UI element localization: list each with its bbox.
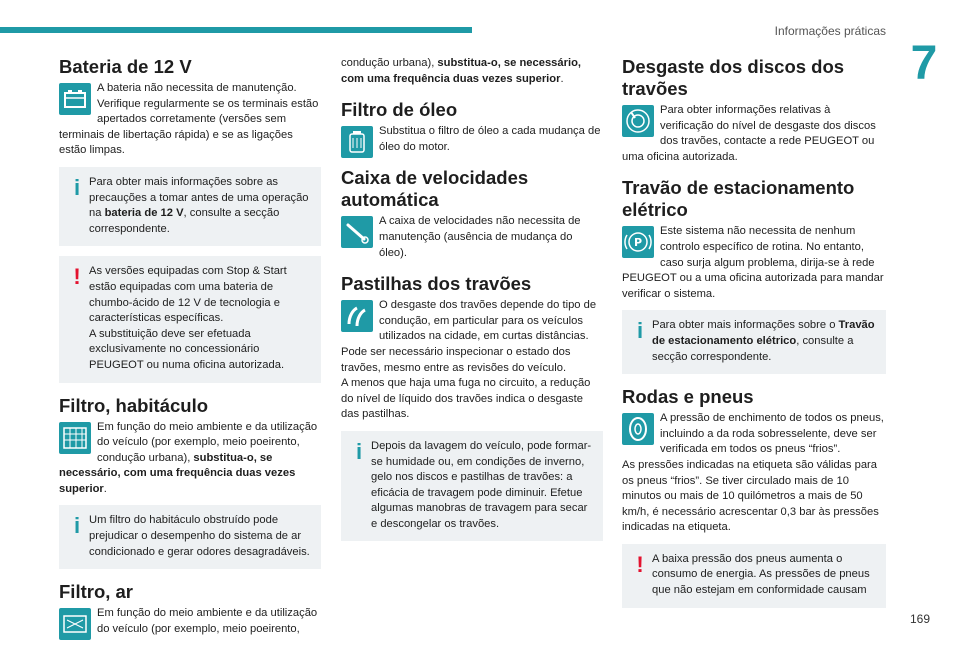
header-accent-bar [0, 27, 472, 33]
battery-warning-note: ! As versões equipadas com Stop & Start estão equipadas com uma bateria de chumbo-ácido de 12 V de tecnologia e características específicas. A substituição deve ser efetuada exclusivamente no concessionário PEUGEOT ou numa oficina autorizada. [59, 256, 321, 382]
section-cabin-filter [59, 395, 321, 570]
brake-discs-text: Para obter informações relativas à verificação do nível de desgaste dos discos dos travões, contacte a rede PEUGEOT ou uma oficina autorizada. [622, 104, 876, 163]
section-oil-filter [341, 99, 603, 155]
gearbox-title: Caixa de velocidades automática [341, 167, 529, 211]
column-3 [622, 56, 886, 620]
info-icon: i [355, 438, 363, 464]
warning-icon: ! [636, 551, 644, 577]
tyres-text-2: As pressões indicadas na etiqueta são válidas para os pneus “frios”. Se tiver circulado mais de 10 minutos ou mais de 10 quilómetros a mais de 50 km/h, é necessário acrescentar 0,3 bar às pressões indicadas na etiqueta. [622, 458, 879, 534]
battery-info-note: i Para obter mais informações sobre as precauções a tomar antes de uma operação na bateria de 12 V, consulte a secção correspondente. [59, 167, 321, 246]
battery-title: Bateria de 12 V [59, 56, 192, 77]
tyres-text-1: A pressão de enchimento de todos os pneus, incluindo a da roda sobresselente, deve ser verificada em todos os pneus “frios”. [660, 412, 884, 456]
oil-filter-icon [341, 126, 373, 158]
info-icon: i [73, 174, 81, 200]
info-icon: i [73, 513, 81, 539]
cabin-filter-icon [59, 422, 91, 454]
info-icon: i [636, 318, 644, 344]
section-parking-brake [622, 177, 886, 374]
column-2 [341, 56, 603, 553]
tyres-warning-note: ! A baixa pressão dos pneus aumenta o consumo de energia. As pressões de pneus que não estejam em conformidade causam [622, 544, 886, 608]
gearbox-text: A caixa de velocidades não necessita de manutenção (ausência de mudança do óleo). [379, 215, 581, 259]
section-brake-pads [341, 273, 603, 541]
column-1 [59, 56, 321, 649]
brake-pads-title: Pastilhas dos travões [341, 273, 532, 295]
section-battery [59, 56, 321, 383]
parking-brake-note: i Para obter mais informações sobre o Travão de estacionamento elétrico, consulte a secção correspondente. [622, 310, 886, 374]
brake-pads-text-1: O desgaste dos travões depende do tipo de condução, em particular para os veículos utilizados na cidade, em curtas distâncias. Pode ser necessário inspecionar o estado dos travões, mesmo entre as revisões do veículo. [341, 299, 597, 374]
warning-icon: ! [73, 264, 81, 290]
oil-filter-title: Filtro de óleo [341, 99, 458, 121]
battery-icon [59, 83, 91, 115]
chapter-number: 7 [910, 37, 938, 90]
oil-filter-text: Substitua o filtro de óleo a cada mudança de óleo do motor. [379, 125, 601, 153]
air-filter-icon [59, 608, 91, 640]
tyre-icon [622, 413, 654, 445]
brake-discs-title: Desgaste dos discos dos travões [622, 56, 845, 99]
brake-pads-note: i Depois da lavagem do veículo, pode formar-se humidade ou, em condições de inverno, gelo nos discos e pastilhas de travões: a eficácia de travagem pode diminuir. Efetue algumas manobras de travagem para secar e descongelar os travões. [341, 431, 603, 542]
brake-disc-icon [622, 105, 654, 137]
parking-brake-title: Travão de estacionamento elétrico [622, 177, 855, 221]
brake-pads-text-2: A menos que haja uma fuga no circuito, a redução do nível de líquido dos travões indica o desgaste das pastilhas. [341, 377, 591, 421]
section-air-filter [59, 581, 321, 637]
page-number: 169 [909, 612, 930, 626]
air-filter-title: Filtro, ar [59, 581, 134, 603]
section-brake-discs [622, 56, 886, 165]
parking-brake-icon [622, 226, 654, 258]
header-title: Informações práticas [774, 24, 886, 38]
battery-text: A bateria não necessita de manutenção. Verifique regularmente se os terminais estão apertados corretamente (versões sem terminais de libertação rápida) e se as ligações estão limpas. [59, 82, 319, 157]
parking-brake-text: Este sistema não necessita de nenhum controlo específico de rotina. No entanto, caso surja algum problema, dirija-se à rede PEUGEOT ou a uma oficina autorizada para mandar verificar o sistema. [622, 225, 884, 300]
air-filter-continuation: condução urbana), substitua-o, se necessário, com uma frequência duas vezes superior. [341, 57, 582, 85]
section-gearbox [341, 167, 603, 261]
cabin-filter-note: i Um filtro do habitáculo obstruído pode prejudicar o desempenho do sistema de ar condicionado e gerar odores desagradáveis. [59, 505, 321, 569]
wrench-icon [341, 216, 373, 248]
section-tyres [622, 386, 886, 608]
cabin-filter-title: Filtro, habitáculo [59, 394, 209, 416]
brake-pads-icon [341, 300, 373, 332]
tyres-title: Rodas e pneus [622, 386, 754, 408]
cabin-filter-text: Em função do meio ambiente e da utilização do veículo (por exemplo, meio poeirento, condução urbana), substitua-o, se necessário, com uma frequência duas vezes superior. [59, 420, 318, 495]
air-filter-text: Em função do meio ambiente e da utilização do veículo (por exemplo, meio poeirento, [97, 607, 318, 635]
svg-text:P: P [633, 236, 643, 250]
